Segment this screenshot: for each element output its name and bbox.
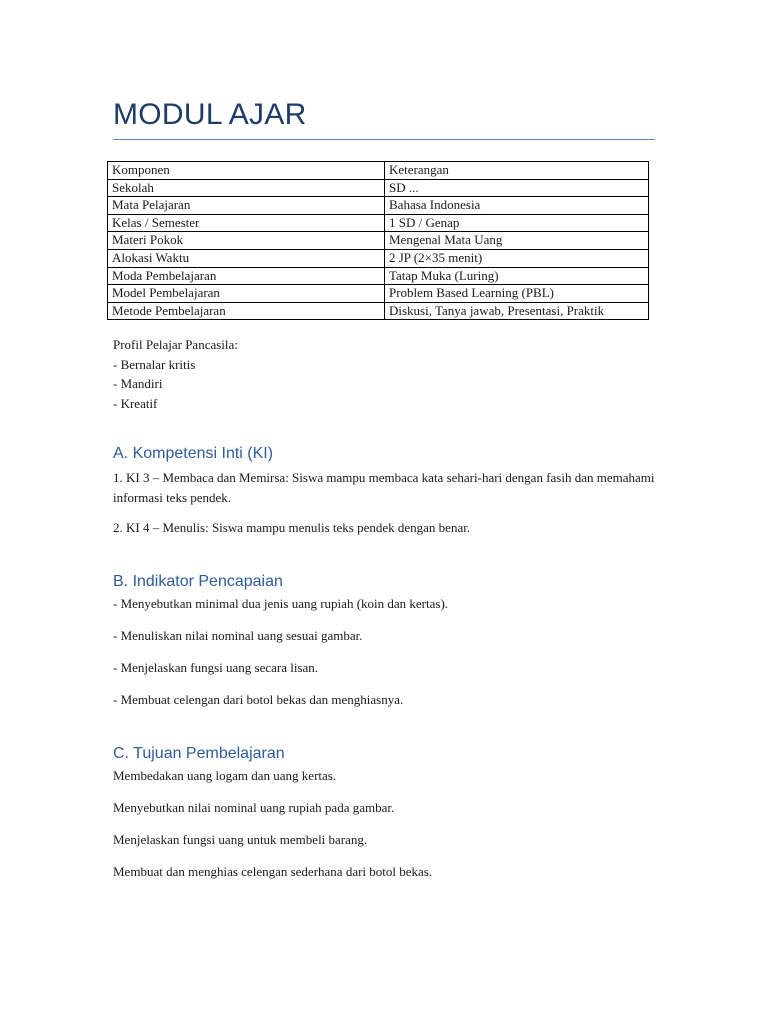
- section-b-heading: B. Indikator Pencapaian: [113, 573, 283, 590]
- table-cell: Materi Pokok: [108, 232, 385, 250]
- table-cell: Diskusi, Tanya jawab, Presentasi, Praktik: [385, 302, 649, 320]
- section-c-heading: C. Tujuan Pembelajaran: [113, 745, 285, 762]
- table-cell: Mengenal Mata Uang: [385, 232, 649, 250]
- section-b-item: - Menyebutkan minimal dua jenis uang rupiah (koin dan kertas).: [113, 596, 449, 611]
- table-row: [108, 179, 649, 197]
- table-row: [108, 285, 649, 303]
- section-a-item: 1. KI 3 – Membaca dan Memirsa: Siswa mampu membaca kata sehari-hari dengan fasih dan memahami informasi teks pendek.: [113, 470, 655, 505]
- table-row: [108, 162, 649, 180]
- table-cell: Bahasa Indonesia: [385, 197, 649, 215]
- table-cell: Metode Pembelajaran: [108, 302, 385, 320]
- table-row: [108, 302, 649, 320]
- table-row: [108, 214, 649, 232]
- profil-pelajar-block: [113, 335, 238, 413]
- table-cell: Tatap Muka (Luring): [385, 267, 649, 285]
- table-cell: Model Pembelajaran: [108, 285, 385, 303]
- section-a-item: 2. KI 4 – Menulis: Siswa mampu menulis teks pendek dengan benar.: [113, 520, 471, 535]
- table-cell: Komponen: [108, 162, 385, 180]
- section-c-item: Membedakan uang logam dan uang kertas.: [113, 768, 337, 783]
- section-b-item: - Menjelaskan fungsi uang secara lisan.: [113, 660, 319, 675]
- section-c-item: Menyebutkan nilai nominal uang rupiah pada gambar.: [113, 800, 395, 815]
- table-cell: Sekolah: [108, 179, 385, 197]
- section-b-item: - Menuliskan nilai nominal uang sesuai gambar.: [113, 628, 363, 643]
- table-row: [108, 267, 649, 285]
- list-item: - Mandiri: [113, 376, 163, 391]
- list-item: - Bernalar kritis: [113, 356, 196, 372]
- table-cell: 1 SD / Genap: [385, 214, 649, 232]
- list-item: - Kreatif: [113, 395, 158, 411]
- table-row: [108, 249, 649, 267]
- table-cell: Moda Pembelajaran: [108, 267, 385, 285]
- document-title: MODUL AJAR: [113, 98, 307, 131]
- table-row: [108, 197, 649, 215]
- section-c-item: Membuat dan menghias celengan sederhana dari botol bekas.: [113, 864, 433, 879]
- title-underline: [113, 139, 655, 140]
- section-b-item: - Membuat celengan dari botol bekas dan menghiasnya.: [113, 692, 404, 707]
- section-c-item: Menjelaskan fungsi uang untuk membeli barang.: [113, 832, 368, 847]
- table-cell: Problem Based Learning (PBL): [385, 285, 649, 303]
- table-cell: Kelas / Semester: [108, 214, 385, 232]
- table-row: [108, 232, 649, 250]
- table-cell: 2 JP (2×35 menit): [385, 249, 649, 267]
- table-cell: Alokasi Waktu: [108, 249, 385, 267]
- info-table: [107, 161, 649, 320]
- profil-heading: Profil Pelajar Pancasila:: [113, 337, 238, 352]
- table-cell: Mata Pelajaran: [108, 197, 385, 215]
- table-cell: Keterangan: [385, 162, 649, 180]
- section-a-heading: A. Kompetensi Inti (KI): [113, 445, 274, 462]
- table-cell: SD ...: [385, 179, 649, 197]
